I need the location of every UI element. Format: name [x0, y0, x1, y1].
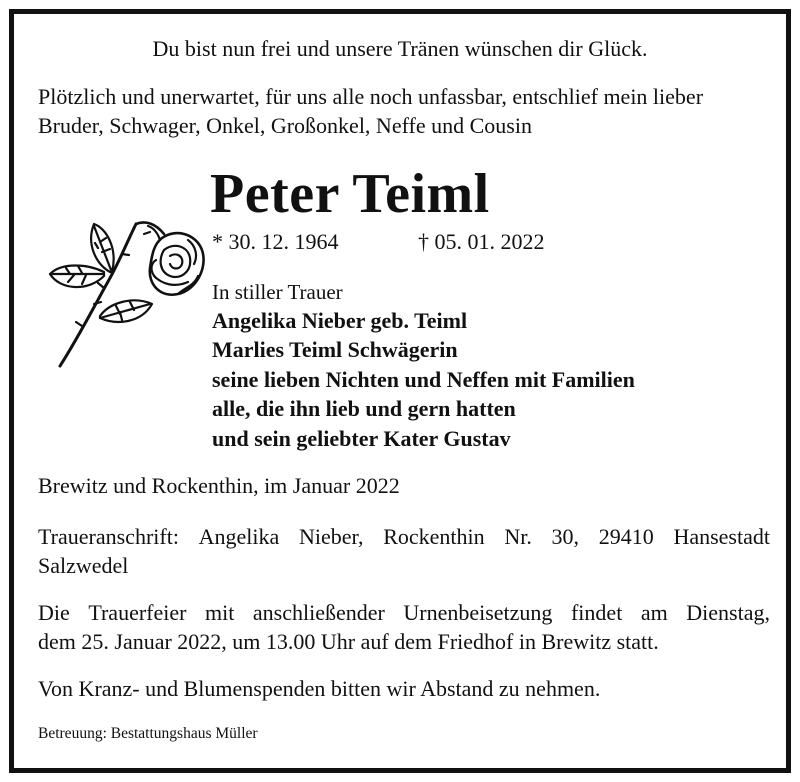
- donation-request: Von Kranz- und Blumenspenden bitten wir Abstand zu nehmen.: [38, 676, 601, 701]
- service-word: mit: [205, 600, 235, 625]
- mourner: Marlies Teiml Schwägerin: [212, 337, 458, 363]
- address-line: Salzwedel: [38, 553, 129, 578]
- undertaker: Betreuung: Bestattungshaus Müller: [38, 725, 258, 742]
- intro-line: Plötzlich und unerwartet, für uns alle noch unfassbar, entschlief mein lieber: [38, 84, 704, 109]
- mourner: seine lieben Nichten und Neffen mit Familien: [212, 366, 635, 392]
- intro-line: Bruder, Schwager, Onkel, Großonkel, Neffe und Cousin: [38, 113, 532, 138]
- service-word: am: [640, 600, 668, 625]
- service-word: anschließender: [252, 600, 385, 625]
- address-word: Angelika: [198, 524, 280, 549]
- service-word: Dienstag,: [686, 600, 770, 625]
- intro-text: [38, 82, 703, 140]
- service-word: findet: [570, 600, 623, 625]
- service-word: Die: [38, 600, 70, 625]
- mourners-list: [212, 306, 635, 453]
- address-word: 29410: [598, 524, 654, 549]
- funeral-service: [38, 598, 770, 656]
- address-word: Traueranschrift:: [38, 524, 179, 549]
- address-word: Hansestadt: [673, 524, 770, 549]
- motto: Du bist nun frei und unsere Tränen wünschen dir Glück.: [152, 36, 648, 61]
- death-date: † 05. 01. 2022: [418, 229, 545, 254]
- service-word: Trauerfeier: [88, 600, 187, 625]
- mourner: Angelika Nieber geb. Teiml: [212, 308, 468, 333]
- address-word: Nieber,: [299, 524, 364, 549]
- mourning-address: [38, 522, 770, 580]
- rose-icon: [38, 198, 208, 370]
- obituary-frame: [9, 9, 791, 773]
- address-word: Rockenthin: [383, 524, 485, 549]
- service-word: Urnenbeisetzung: [403, 600, 553, 625]
- place-date: Brewitz und Rockenthin, im Januar 2022: [38, 473, 400, 498]
- address-word: Nr.: [504, 524, 532, 549]
- mourner: alle, die ihn lieb und gern hatten: [212, 396, 516, 422]
- service-line: dem 25. Januar 2022, um 13.00 Uhr auf dem Friedhof in Brewitz statt.: [38, 629, 659, 654]
- mourner: und sein geliebter Kater Gustav: [212, 425, 511, 451]
- birth-date: * 30. 12. 1964: [212, 229, 339, 254]
- address-word: 30,: [551, 524, 580, 549]
- mourning-heading: In stiller Trauer: [212, 280, 343, 304]
- deceased-name: Peter Teiml: [210, 163, 490, 225]
